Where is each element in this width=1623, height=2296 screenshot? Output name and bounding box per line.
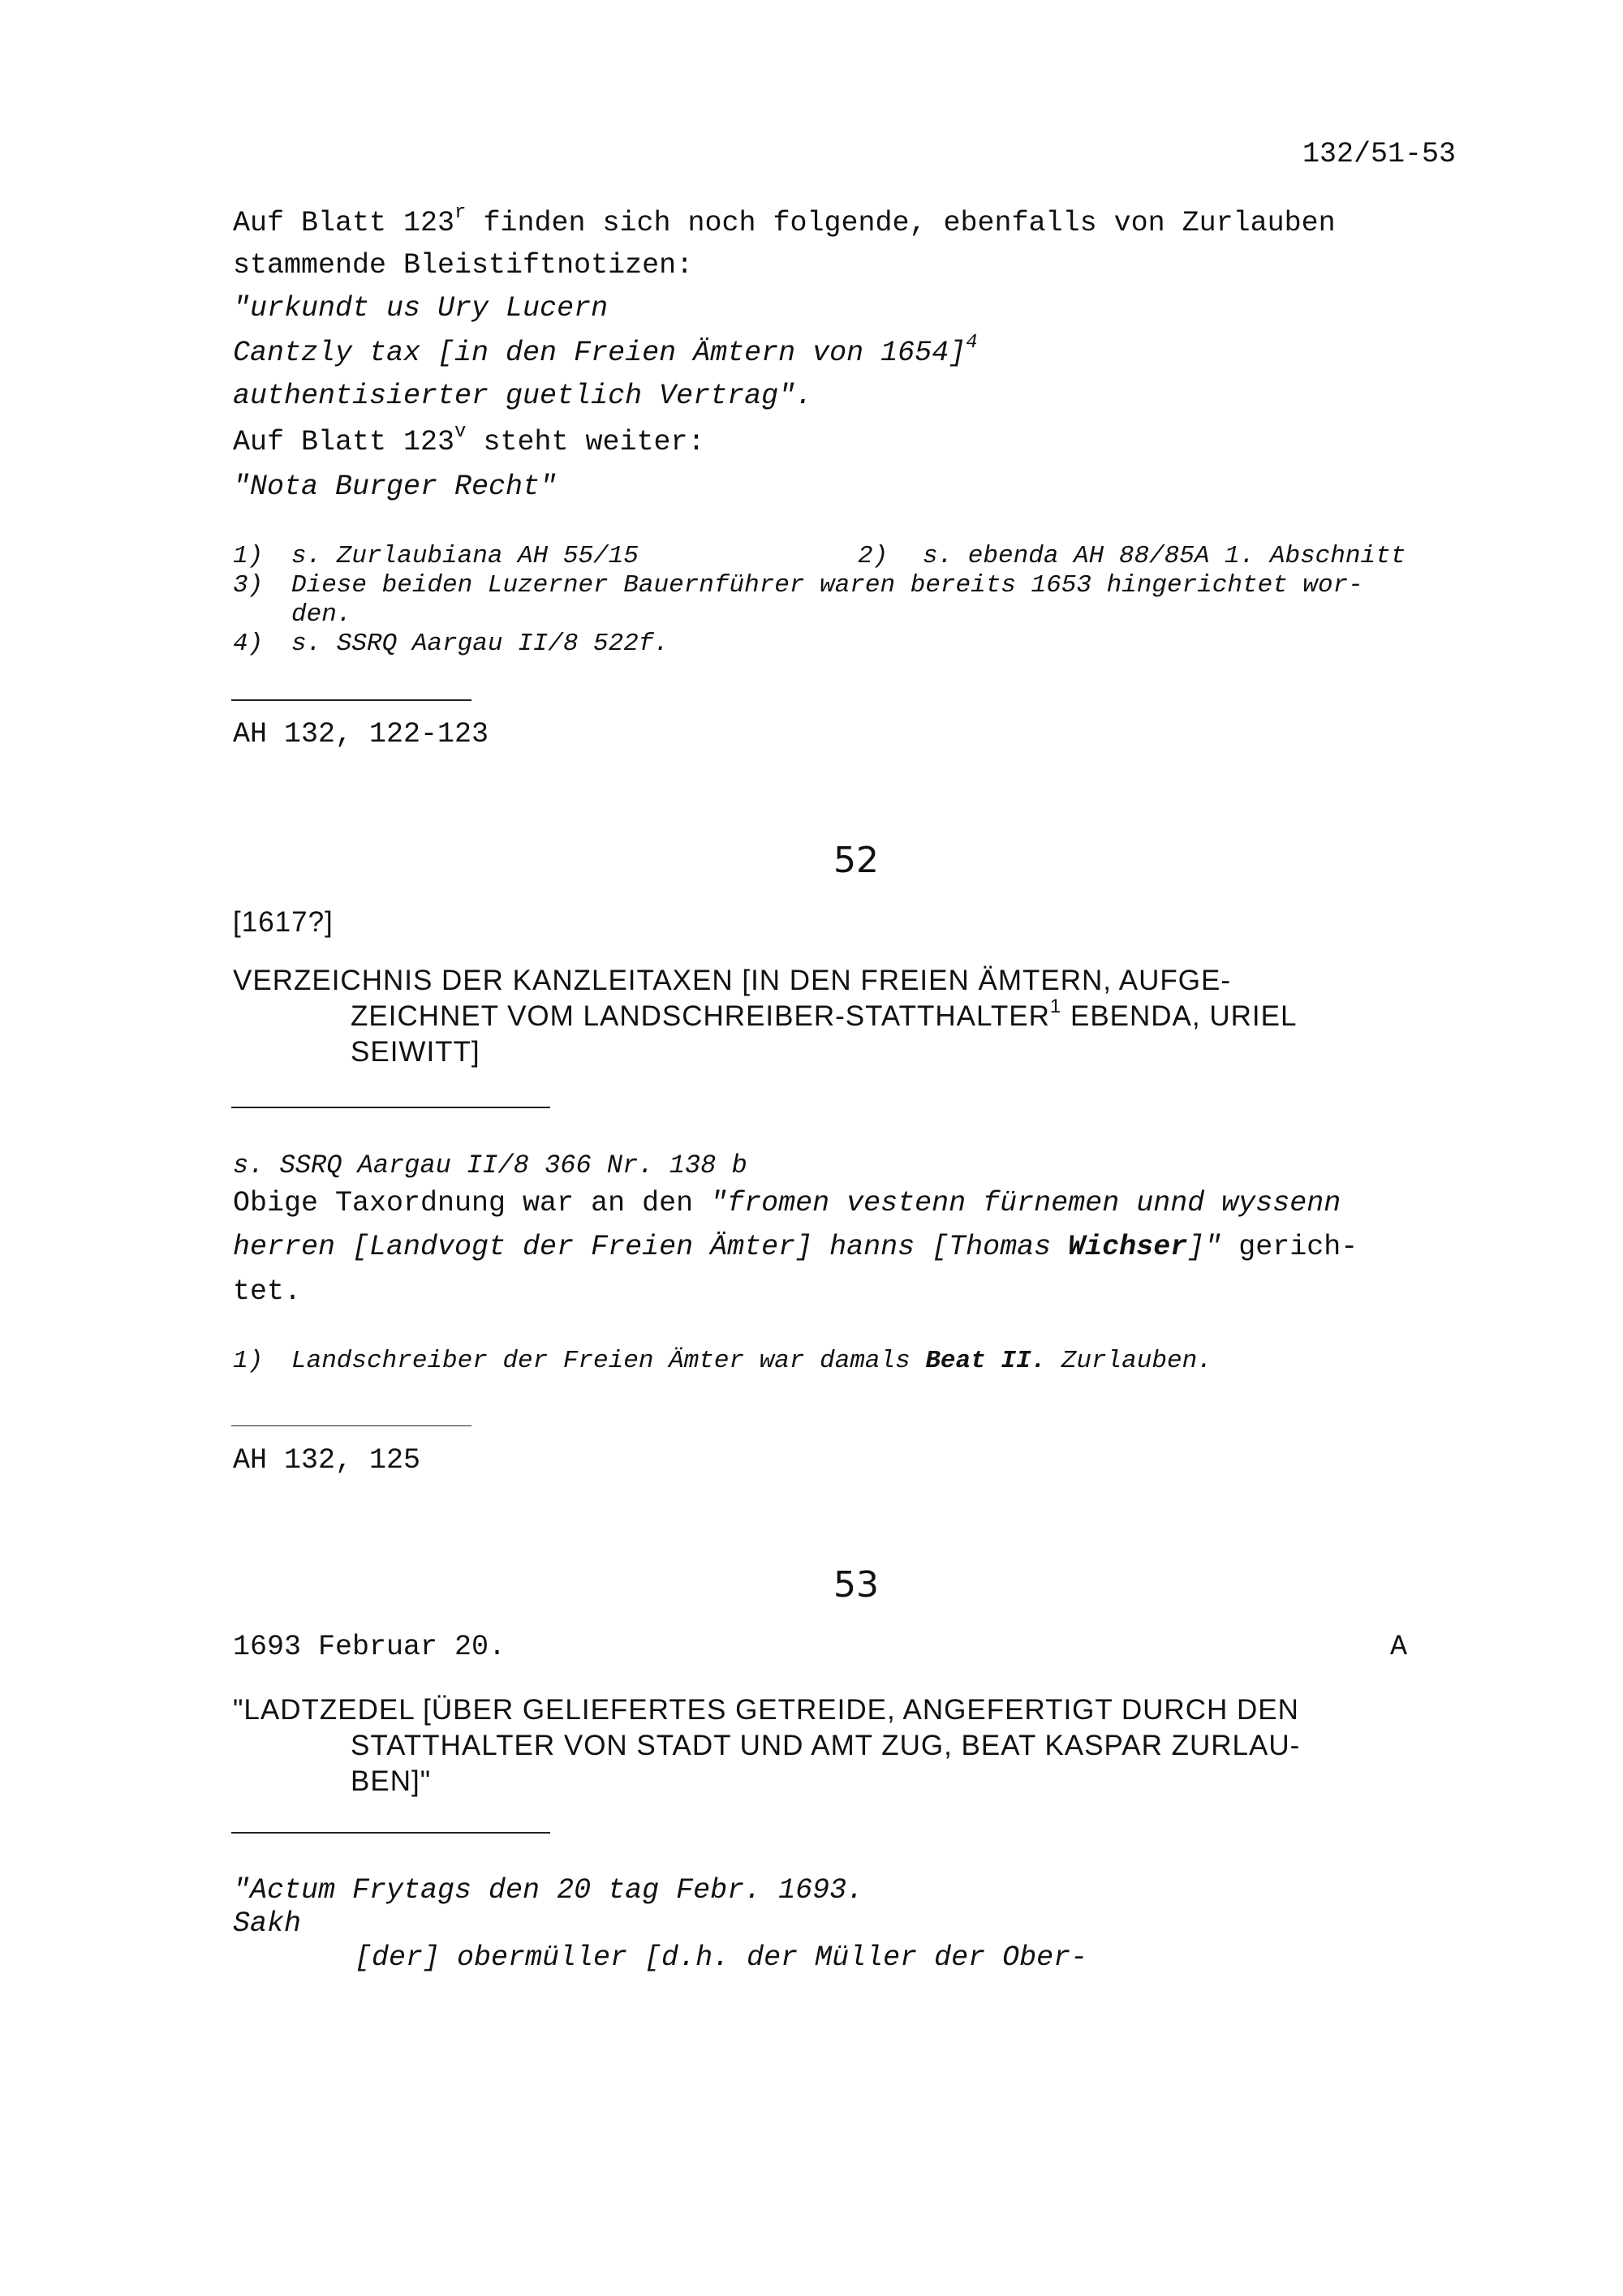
source-reference-51: AH 132, 122-123 — [233, 718, 489, 750]
section-53-title-line-1: "LADTZEDEL [ÜBER GELIEFERTES GETREIDE, ANGEFERTIGT DURCH DEN — [233, 1694, 1299, 1726]
footnote-2: 2) s. ebenda AH 88/85A 1. Abschnitt — [858, 542, 1406, 570]
quote-line-1: "urkundt us Ury Lucern — [233, 292, 609, 325]
quote-line-3: authentisierter guetlich Vertrag". — [233, 380, 813, 412]
section-53-date: 1693 Februar 20. — [233, 1631, 506, 1663]
footnote-separator — [231, 699, 471, 701]
footnote-separator-52 — [231, 1425, 471, 1426]
section-52-title — [233, 963, 1434, 1070]
footnote-3-continuation: den. — [291, 600, 352, 629]
intro-line-1: Auf Blatt 123$^r$ finden sich noch folgende, ebenfalls von Zurlauben — [233, 202, 1336, 239]
section-52-title-line-3: SEIWITT] — [351, 1036, 480, 1068]
section-52-title-line-2: ZEICHNET VOM LANDSCHREIBER-STATTHALTER$^1$ EBENDA, URIEL — [351, 995, 1298, 1032]
section-52-body-line-3: tet. — [233, 1275, 302, 1308]
section-number-52: 52 — [833, 840, 879, 881]
section-52-title-line-1: VERZEICHNIS DER KANZLEITAXEN [IN DEN FREIEN ÄMTERN, AUFGE- — [233, 965, 1232, 996]
title-separator-53 — [231, 1832, 550, 1834]
footnote-4: 4) s. SSRQ Aargau II/8 522f. — [233, 630, 669, 658]
quote-line-2: Cantzly tax [in den Freien Ämtern von 1654]$^4$ — [233, 332, 978, 369]
intro-line-3: Auf Blatt 123$^v$ steht weiter: — [233, 421, 705, 458]
section-53-text-line-3: [der] obermüller [d.h. der Müller der Ober- — [355, 1941, 1088, 1974]
page-reference: 132/51-53 — [1302, 138, 1457, 170]
section-number-53: 53 — [833, 1564, 879, 1606]
intro-line-2: stammende Bleistiftnotizen: — [233, 249, 694, 282]
section-53-text-line-1: "Actum Frytags den 20 tag Febr. 1693. — [233, 1874, 864, 1907]
section-53-title-line-3: BEN]" — [351, 1765, 432, 1797]
quote-line-4: "Nota Burger Recht" — [233, 471, 558, 503]
section-52-reference: s. SSRQ Aargau II/8 366 Nr. 138 b — [233, 1150, 747, 1180]
section-52-date: [1617?] — [233, 906, 334, 938]
footnote-1: 1) s. Zurlaubiana AH 55/15 — [233, 542, 639, 570]
section-52-footnote-1: 1) Landschreiber der Freien Ämter war damals Beat II. Zurlauben. — [233, 1347, 1212, 1375]
source-reference-52: AH 132, 125 — [233, 1444, 421, 1477]
section-52-body-line-1: Obige Taxordnung war an den "fromen vestenn fürnemen unnd wyssenn — [233, 1187, 1341, 1219]
section-53-title-line-2: STATTHALTER VON STADT UND AMT ZUG, BEAT KASPAR ZURLAU- — [351, 1730, 1301, 1761]
section-53-title — [233, 1692, 1434, 1799]
footnote-3: 3) Diese beiden Luzerner Bauernführer waren bereits 1653 hingerichtet wor- — [233, 571, 1363, 600]
section-53-text-line-2: Sakh — [233, 1907, 302, 1940]
section-53-marker: A — [1390, 1631, 1408, 1663]
title-separator-52 — [231, 1107, 550, 1108]
section-52-body-line-2: herren [Landvogt der Freien Ämter] hanns [Thomas Wichser]" gerich- — [233, 1231, 1358, 1263]
